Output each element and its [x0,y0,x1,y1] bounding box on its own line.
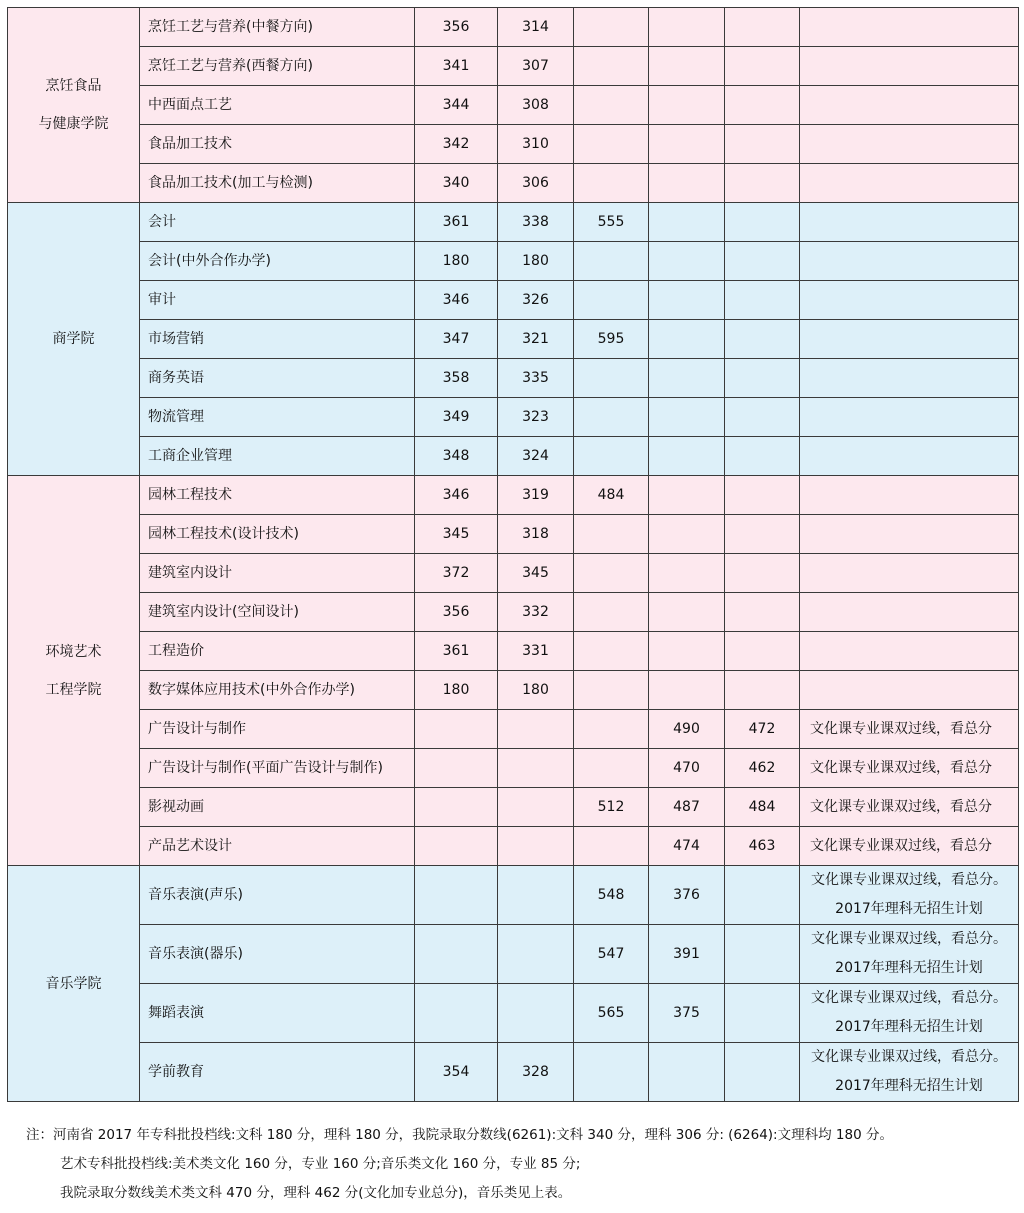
note-cell [800,242,1019,281]
footnote-line-3: 我院录取分数线美术类文科 470 分，理科 462 分(文化加专业总分)，音乐类见上表。 [60,1185,572,1201]
score-cell-4 [649,164,725,203]
score-cell-5 [725,1043,800,1102]
score-cell-1: 356 [415,8,498,47]
major-cell: 食品加工技术(加工与检测) [140,164,415,203]
major-cell: 食品加工技术 [140,125,415,164]
note-cell: 文化课专业课双过线，看总分。2017年理科无招生计划 [800,925,1019,984]
score-cell-2: 318 [498,515,574,554]
score-cell-1 [415,749,498,788]
college-name-line: 烹饪食品 [45,78,102,94]
table-row [8,554,1019,593]
score-cell-5 [725,242,800,281]
table-row [8,788,1019,827]
score-cell-1: 348 [415,437,498,476]
score-cell-3 [574,164,649,203]
table-row [8,866,1019,925]
score-cell-1: 180 [415,671,498,710]
table-row [8,1043,1019,1102]
score-cell-5: 472 [725,710,800,749]
major-cell: 建筑室内设计(空间设计) [140,593,415,632]
note-cell: 文化课专业课双过线，看总分。2017年理科无招生计划 [800,1043,1019,1102]
score-cell-1: 349 [415,398,498,437]
college-name-line: 与健康学院 [38,116,109,132]
major-cell: 烹饪工艺与营养(西餐方向) [140,47,415,86]
score-cell-4: 391 [649,925,725,984]
note-cell [800,164,1019,203]
score-cell-5 [725,125,800,164]
note-cell: 文化课专业课双过线，看总分。2017年理科无招生计划 [800,984,1019,1043]
table-row [8,281,1019,320]
score-cell-5 [725,925,800,984]
score-cell-4: 375 [649,984,725,1043]
major-cell: 数字媒体应用技术(中外合作办学) [140,671,415,710]
note-cell [800,125,1019,164]
score-cell-2: 321 [498,320,574,359]
score-cell-2: 323 [498,398,574,437]
major-cell: 中西面点工艺 [140,86,415,125]
college-name-line: 环境艺术 [45,643,102,660]
score-cell-2: 307 [498,47,574,86]
score-cell-4: 490 [649,710,725,749]
score-cell-1: 346 [415,476,498,515]
score-cell-2: 326 [498,281,574,320]
score-cell-4: 487 [649,788,725,827]
score-cell-3: 555 [574,203,649,242]
score-cell-1 [415,710,498,749]
major-cell: 会计(中外合作办学) [140,242,415,281]
note-cell [800,632,1019,671]
note-cell: 文化课专业课双过线，看总分 [800,710,1019,749]
note-cell [800,398,1019,437]
note-cell [800,203,1019,242]
score-cell-3: 565 [574,984,649,1043]
score-cell-1: 358 [415,359,498,398]
score-table-body [8,8,1019,1102]
score-cell-5: 462 [725,749,800,788]
score-cell-4: 376 [649,866,725,925]
score-cell-1 [415,827,498,866]
major-cell: 音乐表演(器乐) [140,925,415,984]
major-cell: 园林工程技术(设计技术) [140,515,415,554]
score-cell-4 [649,47,725,86]
score-cell-3 [574,515,649,554]
score-cell-3 [574,554,649,593]
score-cell-3 [574,125,649,164]
score-cell-5 [725,47,800,86]
score-cell-5 [725,164,800,203]
score-cell-5: 463 [725,827,800,866]
note-cell [800,359,1019,398]
score-cell-1: 361 [415,632,498,671]
college-name-line: 音乐学院 [45,975,102,992]
score-cell-5 [725,554,800,593]
score-cell-2: 180 [498,671,574,710]
score-cell-2: 338 [498,203,574,242]
score-cell-5 [725,359,800,398]
table-row [8,749,1019,788]
table-row [8,710,1019,749]
major-cell: 园林工程技术 [140,476,415,515]
score-cell-3: 512 [574,788,649,827]
score-cell-1 [415,788,498,827]
score-cell-4 [649,320,725,359]
major-cell: 工商企业管理 [140,437,415,476]
score-cell-4 [649,359,725,398]
college-cell [8,8,140,203]
score-cell-1: 361 [415,203,498,242]
major-cell: 产品艺术设计 [140,827,415,866]
major-cell: 审计 [140,281,415,320]
table-row [8,437,1019,476]
major-cell: 影视动画 [140,788,415,827]
table-row [8,47,1019,86]
score-cell-3 [574,242,649,281]
table-row [8,925,1019,984]
note-cell: 文化课专业课双过线，看总分 [800,749,1019,788]
score-cell-3: 547 [574,925,649,984]
note-cell: 文化课专业课双过线，看总分 [800,827,1019,866]
score-cell-1 [415,984,498,1043]
note-cell [800,476,1019,515]
score-cell-5 [725,984,800,1043]
score-cell-3 [574,86,649,125]
score-cell-5 [725,632,800,671]
major-cell: 商务英语 [140,359,415,398]
score-cell-3 [574,593,649,632]
note-cell [800,47,1019,86]
score-cell-4: 470 [649,749,725,788]
score-cell-1 [415,866,498,925]
table-row [8,359,1019,398]
score-cell-5 [725,671,800,710]
college-name-line: 工程学院 [45,681,102,698]
admission-score-table [7,7,1019,1102]
note-cell [800,86,1019,125]
score-cell-5 [725,437,800,476]
score-cell-2: 328 [498,1043,574,1102]
score-cell-5 [725,476,800,515]
score-cell-5 [725,8,800,47]
major-cell: 烹饪工艺与营养(中餐方向) [140,8,415,47]
score-cell-3 [574,359,649,398]
note-cell [800,593,1019,632]
table-row [8,203,1019,242]
note-cell [800,554,1019,593]
score-cell-4: 474 [649,827,725,866]
score-cell-4 [649,593,725,632]
score-cell-2: 335 [498,359,574,398]
score-cell-4 [649,1043,725,1102]
score-cell-1: 341 [415,47,498,86]
table-row [8,593,1019,632]
college-cell [8,476,140,866]
score-cell-4 [649,632,725,671]
table-row [8,984,1019,1043]
major-cell: 会计 [140,203,415,242]
score-cell-2: 308 [498,86,574,125]
footnote-line-1: 注：河南省 2017 年专科批投档线:文科 180 分，理科 180 分，我院录取分数线(6261):文科 340 分，理科 306 分: (6264):文理科均 180 分。 [26,1127,893,1143]
score-cell-3: 548 [574,866,649,925]
score-cell-5 [725,593,800,632]
score-cell-3 [574,710,649,749]
score-cell-4 [649,437,725,476]
note-cell [800,320,1019,359]
score-cell-2 [498,984,574,1043]
note-cell [800,515,1019,554]
score-cell-2 [498,827,574,866]
score-cell-2: 331 [498,632,574,671]
table-row [8,476,1019,515]
major-cell: 市场营销 [140,320,415,359]
score-cell-1: 356 [415,593,498,632]
score-cell-2 [498,866,574,925]
score-cell-5 [725,515,800,554]
score-cell-3: 595 [574,320,649,359]
major-cell: 建筑室内设计 [140,554,415,593]
score-cell-5 [725,86,800,125]
score-cell-3 [574,749,649,788]
score-cell-2: 319 [498,476,574,515]
score-cell-4 [649,476,725,515]
note-cell: 文化课专业课双过线，看总分 [800,788,1019,827]
score-cell-3 [574,437,649,476]
score-cell-4 [649,203,725,242]
table-row [8,125,1019,164]
college-name-line: 商学院 [52,331,95,347]
score-cell-2: 180 [498,242,574,281]
major-cell: 广告设计与制作 [140,710,415,749]
note-cell: 文化课专业课双过线，看总分。2017年理科无招生计划 [800,866,1019,925]
table-row [8,320,1019,359]
score-cell-1: 372 [415,554,498,593]
score-cell-2: 332 [498,593,574,632]
table-row [8,671,1019,710]
table-row [8,164,1019,203]
score-cell-2: 310 [498,125,574,164]
score-cell-1: 354 [415,1043,498,1102]
score-cell-3 [574,1043,649,1102]
table-row [8,8,1019,47]
score-cell-3 [574,281,649,320]
score-cell-3 [574,671,649,710]
table-row [8,242,1019,281]
score-cell-3 [574,398,649,437]
score-cell-4 [649,671,725,710]
major-cell: 工程造价 [140,632,415,671]
score-cell-2 [498,788,574,827]
table-row [8,86,1019,125]
score-cell-1: 346 [415,281,498,320]
major-cell: 音乐表演(声乐) [140,866,415,925]
score-cell-5: 484 [725,788,800,827]
table-row [8,632,1019,671]
score-cell-2: 324 [498,437,574,476]
score-cell-3 [574,632,649,671]
note-cell [800,8,1019,47]
major-cell: 物流管理 [140,398,415,437]
score-cell-4 [649,398,725,437]
table-row [8,398,1019,437]
score-cell-1: 340 [415,164,498,203]
score-cell-1: 344 [415,86,498,125]
score-cell-5 [725,203,800,242]
table-row [8,827,1019,866]
score-cell-5 [725,320,800,359]
score-cell-1: 345 [415,515,498,554]
score-cell-4 [649,242,725,281]
score-cell-2: 306 [498,164,574,203]
score-cell-2 [498,710,574,749]
score-cell-3 [574,47,649,86]
score-cell-4 [649,8,725,47]
score-cell-2 [498,749,574,788]
score-cell-3 [574,827,649,866]
score-cell-4 [649,554,725,593]
score-cell-4 [649,125,725,164]
score-cell-4 [649,281,725,320]
footnote-line-2: 艺术专科批投档线:美术类文化 160 分，专业 160 分;音乐类文化 160 分，专业 85 分; [60,1156,581,1172]
score-cell-2 [498,925,574,984]
footnote [26,1121,893,1208]
note-cell [800,437,1019,476]
score-cell-5 [725,281,800,320]
major-cell: 学前教育 [140,1043,415,1102]
note-cell [800,281,1019,320]
score-cell-5 [725,398,800,437]
score-cell-1: 180 [415,242,498,281]
score-cell-1 [415,925,498,984]
college-cell [8,203,140,476]
score-cell-4 [649,86,725,125]
score-cell-2: 314 [498,8,574,47]
major-cell: 舞蹈表演 [140,984,415,1043]
major-cell: 广告设计与制作(平面广告设计与制作) [140,749,415,788]
table-row [8,515,1019,554]
score-cell-5 [725,866,800,925]
score-cell-1: 342 [415,125,498,164]
note-cell [800,671,1019,710]
college-cell [8,866,140,1102]
score-cell-4 [649,515,725,554]
score-cell-2: 345 [498,554,574,593]
score-cell-3: 484 [574,476,649,515]
score-cell-1: 347 [415,320,498,359]
score-cell-3 [574,8,649,47]
